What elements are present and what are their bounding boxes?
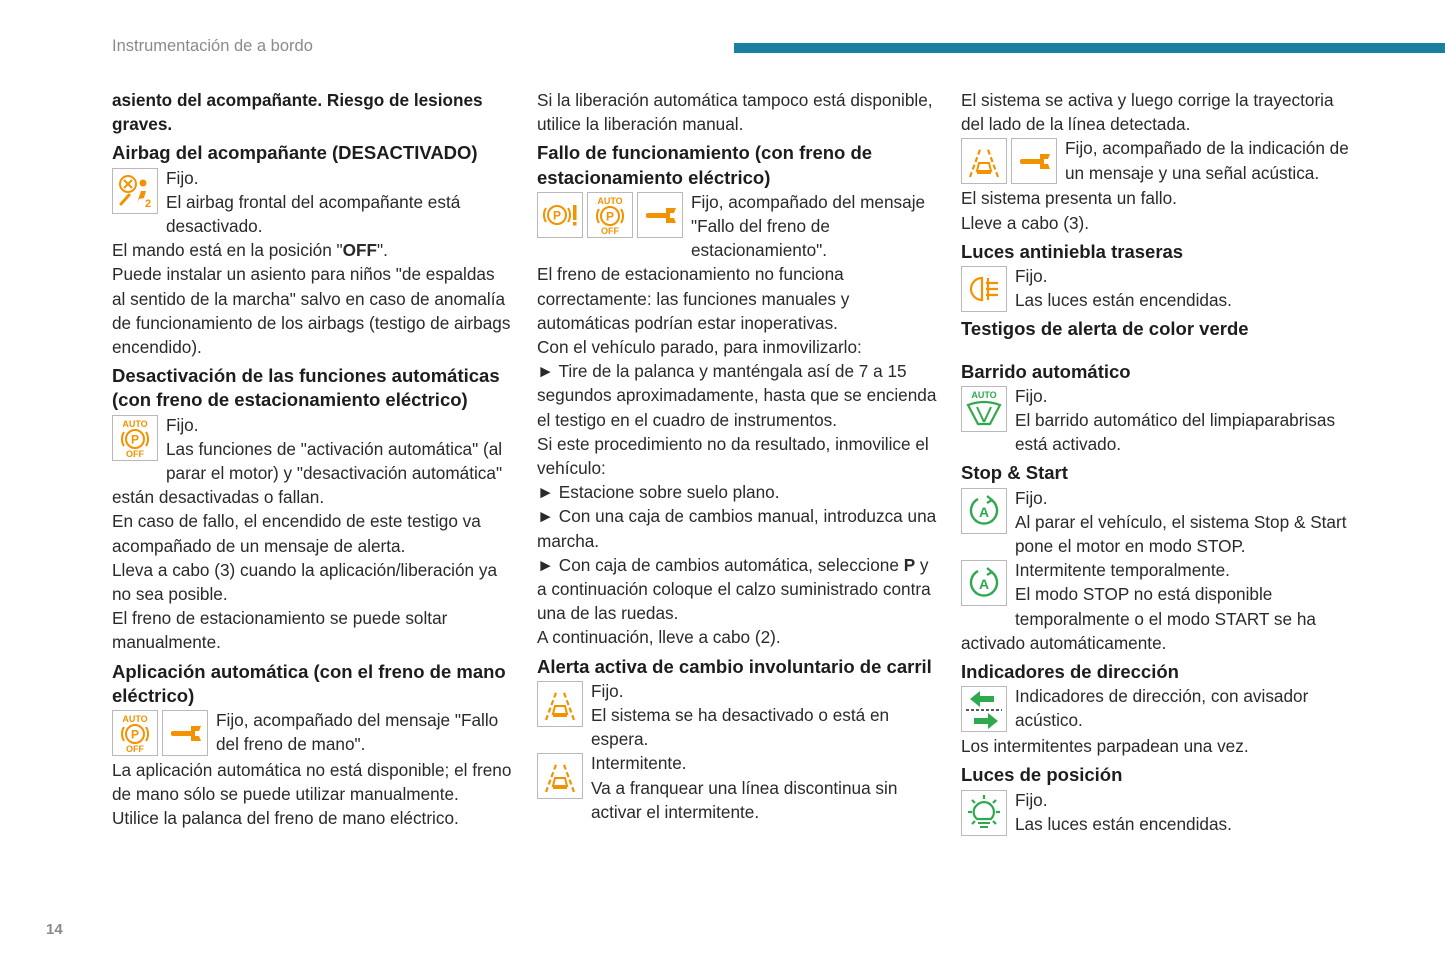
svg-text:AUTO: AUTO <box>597 195 623 206</box>
stop-start-line-1: Fijo. <box>1015 487 1048 508</box>
auto-park-off-icon <box>112 710 158 756</box>
stop-start-line-4: El modo STOP no está disponible temporalmente o el modo START se ha activado automáticamente. <box>961 584 1316 653</box>
malfunction-heading: Fallo de funcionamiento (con freno de estacionamiento eléctrico) <box>537 142 873 188</box>
lane-fault-line-3: Lleve a cabo (3). <box>961 212 1090 233</box>
svg-text:P: P <box>130 727 140 742</box>
position-heading: Luces de posición <box>961 764 1123 786</box>
rear-fog-icon-group <box>961 266 1007 312</box>
auto-park-off-icon <box>112 415 158 461</box>
header-accent-bar <box>734 43 1445 53</box>
stop-start-fixed-icon-group <box>961 488 1007 534</box>
position-icon-group <box>961 790 1007 836</box>
auto-apply-line-3: Utilice la palanca del freno de mano eléctrico. <box>112 808 459 829</box>
airbag-heading: Airbag del acompañante (DESACTIVADO) <box>112 142 478 164</box>
malfunction-bullet-2: ► Estacione sobre suelo plano. <box>537 482 780 503</box>
column-right <box>961 88 1361 838</box>
rear-fog-line-2: Las luces están encendidas. <box>1015 290 1232 311</box>
svg-text:P: P <box>605 209 615 224</box>
stop-start-blink-icon-group <box>961 560 1007 606</box>
lane-fault-line-1: Fijo, acompañado de la indicación de un mensaje y una señal acústica. <box>1065 138 1349 183</box>
deactivation-line-2: Las funciones de "activación automática" (al parar el motor) y "desactivación automática" están desactivadas o fallan. <box>112 438 503 508</box>
svg-text:AUTO: AUTO <box>122 714 148 725</box>
lane-line-4: Va a franquear una línea discontinua sin activar el intermitente. <box>591 777 898 822</box>
deactivation-line-3: En caso de fallo, el encendido de este testigo va acompañado de un mensaje de alerta. <box>112 511 481 556</box>
lane-line-3: Intermitente. <box>591 753 687 774</box>
svg-text:A: A <box>978 576 990 593</box>
malfunction-line-2: El freno de estacionamiento no funciona correctamente: las funciones manuales y automáticas podrían estar inoperativas. <box>537 264 850 333</box>
lane-blink-icon-group <box>537 753 583 799</box>
malfunction-bullet-1: ► Tire de la palanca y manténgala así de 7 a 15 segundos aproximadamente, hasta que se encienda el testigo en el cuadro de instrumentos. <box>537 361 937 430</box>
stop-start-icon <box>961 560 1007 606</box>
malfunction-line-3: Con el vehículo parado, para inmovilizarlo: <box>537 337 862 358</box>
svg-text:2: 2 <box>145 197 152 210</box>
lane-fault-line-2: El sistema presenta un fallo. <box>961 188 1177 209</box>
svg-text:OFF: OFF <box>126 448 144 458</box>
intro-trajectory: El sistema se activa y luego corrige la trayectoria del lado de la línea detectada. <box>961 90 1334 135</box>
airbag-off-icon <box>112 168 158 214</box>
wiper-line-2: El barrido automático del limpiaparabrisas está activado. <box>1015 410 1336 455</box>
position-line-1: Fijo. <box>1015 789 1048 810</box>
intro-warning: asiento del acompañante. Riesgo de lesiones graves. <box>112 90 483 135</box>
malfunction-line-5: A continuación, lleve a cabo (2). <box>537 627 781 648</box>
svg-text:OFF: OFF <box>601 225 619 235</box>
wiper-heading: Barrido automático <box>961 360 1131 382</box>
turn-line-2: Los intermitentes parpadean una vez. <box>961 736 1249 757</box>
turn-heading: Indicadores de dirección <box>961 661 1179 683</box>
svg-text:AUTO: AUTO <box>971 389 997 400</box>
wiper-line-1: Fijo. <box>1015 385 1048 406</box>
svg-text:OFF: OFF <box>126 744 144 754</box>
stop-start-heading: Stop & Start <box>961 462 1068 484</box>
lane-fault-icon-group <box>961 138 1057 184</box>
turn-icon-group <box>961 686 1007 732</box>
deactivation-icon-group <box>112 415 158 461</box>
park-brake-fault-icon <box>537 192 583 238</box>
auto-apply-heading: Aplicación automática (con el freno de mano eléctrico) <box>112 660 506 706</box>
airbag-icon-group <box>112 168 158 214</box>
auto-wiper-icon <box>961 386 1007 432</box>
turn-signal-icon <box>961 686 1007 732</box>
deactivation-line-5: El freno de estacionamiento se puede soltar manualmente. <box>112 608 448 653</box>
stop-start-icon <box>961 488 1007 534</box>
green-section-heading: Testigos de alerta de color verde <box>961 318 1249 340</box>
stop-start-line-2: Al parar el vehículo, el sistema Stop & Start pone el motor en modo STOP. <box>1015 511 1347 557</box>
lane-keep-icon <box>537 681 583 727</box>
wiper-icon-group <box>961 386 1007 432</box>
lane-heading: Alerta activa de cambio involuntario de carril <box>537 655 932 677</box>
column-left <box>112 88 512 831</box>
rear-fog-light-icon <box>961 266 1007 312</box>
airbag-line-4: Puede instalar un asiento para niños "de espaldas al sentido de la marcha" salvo en caso de anomalía de funcionamiento de los airbags (testigo de airbags encendido). <box>112 264 511 358</box>
malfunction-line-4: Si este procedimiento no da resultado, inmovilice el vehículo: <box>537 433 929 479</box>
wrench-icon <box>1011 138 1057 184</box>
airbag-line-3: El mando está en la posición "OFF". <box>112 240 388 261</box>
malfunction-bullet-4: ► Con caja de cambios automática, seleccione P y a continuación coloque el calzo suministrado contra una de las ruedas. <box>537 554 931 624</box>
svg-text:A: A <box>978 503 990 520</box>
malfunction-bullet-3: ► Con una caja de cambios manual, introduzca una marcha. <box>537 506 937 551</box>
svg-text:AUTO: AUTO <box>122 418 148 429</box>
deactivation-line-4: Lleva a cabo (3) cuando la aplicación/liberación ya no sea posible. <box>112 559 498 605</box>
running-header: Instrumentación de a bordo <box>112 37 313 55</box>
rear-fog-heading: Luces antiniebla traseras <box>961 240 1184 262</box>
auto-apply-line-2: La aplicación automática no está disponible; el freno de mano sólo se puede utilizar manualmente. <box>112 760 512 805</box>
lane-line-2: El sistema se ha desactivado o está en espera. <box>591 705 890 750</box>
rear-fog-line-1: Fijo. <box>1015 266 1048 287</box>
auto-park-off-icon <box>587 192 633 238</box>
svg-text:P: P <box>130 432 140 447</box>
position-light-icon <box>961 790 1007 836</box>
turn-line-1: Indicadores de dirección, con avisador acústico. <box>1015 686 1309 731</box>
malfunction-icon-group <box>537 192 683 238</box>
malfunction-line-1: Fijo, acompañado del mensaje "Fallo del freno de estacionamiento". <box>691 191 926 261</box>
auto-apply-line-1: Fijo, acompañado del mensaje "Fallo del freno de mano". <box>216 710 499 755</box>
wrench-icon <box>637 192 683 238</box>
svg-text:P: P <box>552 208 562 223</box>
page-number: 14 <box>46 921 63 938</box>
wrench-icon <box>162 710 208 756</box>
auto-apply-icon-group <box>112 710 208 756</box>
deactivation-heading: Desactivación de las funciones automáticas (con freno de estacionamiento eléctrico) <box>112 365 500 411</box>
column-middle <box>537 88 937 824</box>
airbag-line-2: El airbag frontal del acompañante está desactivado. <box>166 191 461 237</box>
lane-line-1: Fijo. <box>591 680 624 701</box>
lane-keep-icon <box>961 138 1007 184</box>
stop-start-line-3: Intermitente temporalmente. <box>1015 560 1230 581</box>
position-line-2: Las luces están encendidas. <box>1015 813 1232 834</box>
airbag-line-1: Fijo. <box>166 167 199 188</box>
lane-keep-icon <box>537 753 583 799</box>
lane-fixed-icon-group <box>537 681 583 727</box>
deactivation-line-1: Fijo. <box>166 414 199 435</box>
intro-manual-release: Si la liberación automática tampoco está disponible, utilice la liberación manual. <box>537 90 933 135</box>
